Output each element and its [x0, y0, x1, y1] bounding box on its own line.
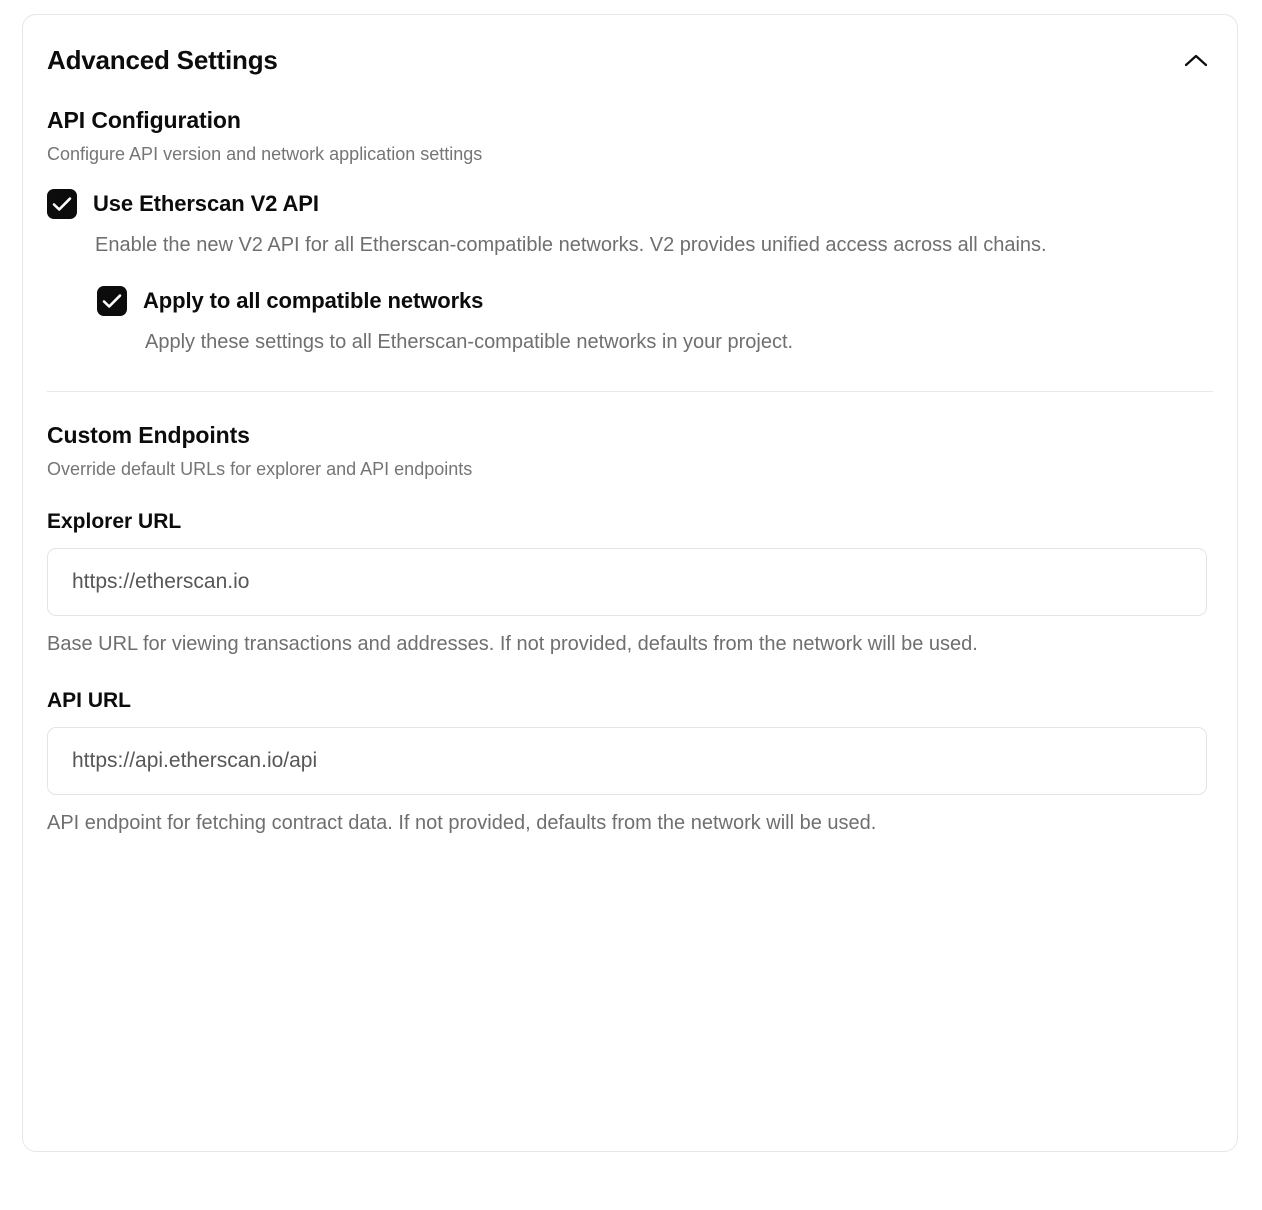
checkmark-icon: [52, 196, 72, 212]
advanced-settings-panel: [22, 14, 1238, 1152]
explorer-url-help: Base URL for viewing transactions and addresses. If not provided, defaults from the network will be used.: [47, 633, 978, 655]
custom-endpoints-subtitle: Override default URLs for explorer and API endpoints: [47, 459, 473, 479]
apply-all-networks-label: Apply to all compatible networks: [143, 288, 484, 313]
page-title: Advanced Settings: [47, 44, 278, 75]
apply-all-networks-checkbox[interactable]: [97, 286, 127, 316]
explorer-url-input[interactable]: [47, 548, 1207, 616]
checkmark-icon: [102, 293, 122, 309]
explorer-url-label: Explorer URL: [47, 510, 182, 533]
api-configuration-subtitle: Configure API version and network application settings: [47, 144, 483, 164]
apply-all-networks-row[interactable]: [97, 286, 1213, 316]
use-etherscan-v2-row[interactable]: [47, 189, 1213, 219]
chevron-up-icon: [1184, 53, 1208, 67]
use-etherscan-v2-label: Use Etherscan V2 API: [93, 191, 319, 216]
apply-all-networks-help: Apply these settings to all Etherscan-compatible networks in your project.: [145, 331, 794, 353]
api-url-label: API URL: [47, 689, 131, 712]
use-etherscan-v2-checkbox[interactable]: [47, 189, 77, 219]
use-etherscan-v2-help: Enable the new V2 API for all Etherscan-compatible networks. V2 provides unified access across all chains.: [95, 234, 1047, 256]
api-url-input[interactable]: [47, 727, 1207, 795]
api-configuration-title: API Configuration: [47, 107, 241, 133]
api-url-help: API endpoint for fetching contract data. If not provided, defaults from the network will be used.: [47, 812, 877, 834]
custom-endpoints-title: Custom Endpoints: [47, 422, 250, 448]
panel-header: [47, 15, 1213, 77]
section-divider: [47, 391, 1213, 392]
collapse-toggle-button[interactable]: [1179, 43, 1213, 77]
